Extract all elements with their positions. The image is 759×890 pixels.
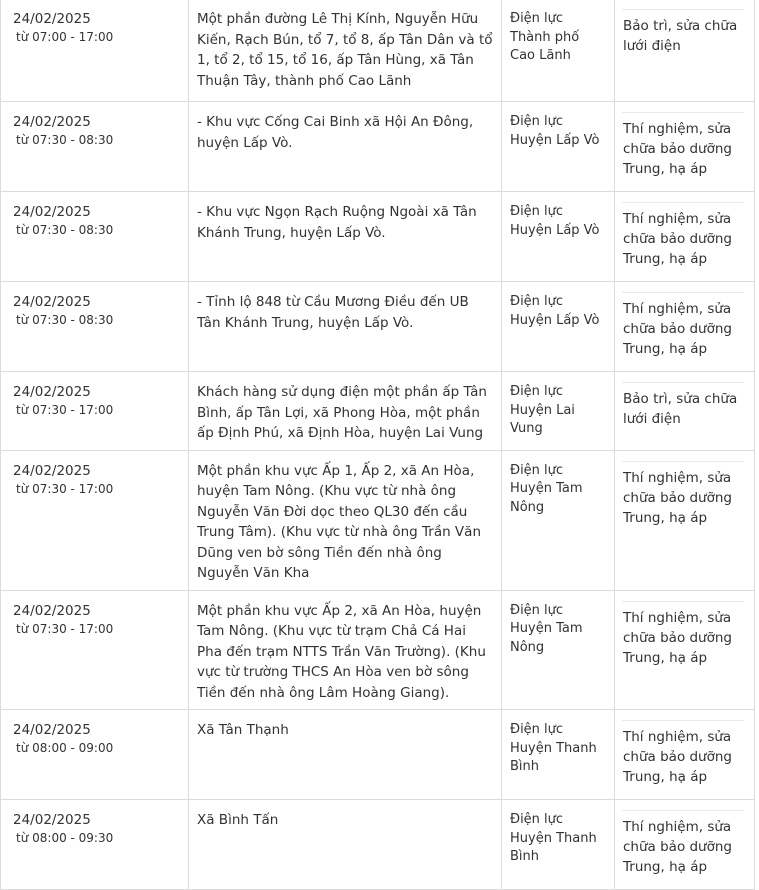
outage-area: Một phần khu vực Ấp 1, Ấp 2, xã An Hòa, huyện Tam Nông. (Khu vực từ nhà ông Nguyễn Văn Đời dọc theo QL30 đến cầu Trung Tâm). (Khu vực từ nhà ông Trần Văn Dũng ven bờ sông Tiền đến nhà ông Nguyễn Văn Kha bbox=[197, 462, 482, 581]
reason-cell bbox=[615, 800, 755, 890]
table-row bbox=[1, 710, 755, 800]
power-unit: Điện lực Huyện Lấp Vò bbox=[510, 294, 600, 328]
area-cell bbox=[189, 710, 502, 800]
outage-date: 24/02/2025 bbox=[13, 384, 91, 400]
power-unit: Điện lực Huyện Lấp Vò bbox=[510, 204, 600, 238]
outage-date: 24/02/2025 bbox=[13, 462, 91, 479]
outage-reason: Thí nghiệm, sửa chữa bảo dưỡng Trung, hạ áp bbox=[623, 301, 733, 357]
unit-cell bbox=[502, 800, 615, 890]
date-time-cell bbox=[1, 192, 189, 282]
area-cell bbox=[189, 590, 502, 710]
table-row bbox=[1, 800, 755, 890]
unit-cell bbox=[502, 372, 615, 451]
outage-date: 24/02/2025 bbox=[13, 722, 91, 738]
outage-date: 24/02/2025 bbox=[13, 602, 91, 619]
area-cell bbox=[189, 192, 502, 282]
area-cell bbox=[189, 372, 502, 451]
outage-reason: Bảo trì, sửa chữa lưới điện bbox=[623, 391, 738, 427]
reason-cell bbox=[615, 450, 755, 590]
table-row bbox=[1, 590, 755, 710]
outage-area: Khách hàng sử dụng điện một phần ấp Tân Bình, ấp Tân Lợi, xã Phong Hòa, một phần ấp Định Phú, xã Định Hòa, huyện Lai Vung bbox=[197, 384, 487, 441]
unit-cell bbox=[502, 710, 615, 800]
outage-reason: Thí nghiệm, sửa chữa bảo dưỡng Trung, hạ áp bbox=[623, 211, 733, 267]
outage-reason: Thí nghiệm, sửa chữa bảo dưỡng Trung, hạ áp bbox=[623, 469, 733, 526]
reason-cell bbox=[615, 0, 755, 102]
date-time-cell bbox=[1, 102, 189, 192]
table-row bbox=[1, 372, 755, 451]
date-time-cell bbox=[1, 450, 189, 590]
outage-time: từ 07:30 - 17:00 bbox=[16, 621, 114, 636]
unit-cell bbox=[502, 0, 615, 102]
outage-time: từ 07:30 - 08:30 bbox=[16, 133, 114, 147]
power-unit: Điện lực Huyện Tam Nông bbox=[510, 462, 583, 515]
outage-reason: Thí nghiệm, sửa chữa bảo dưỡng Trung, hạ áp bbox=[623, 819, 733, 875]
reason-cell bbox=[615, 372, 755, 451]
power-unit: Điện lực Thành phố Cao Lãnh bbox=[510, 11, 580, 63]
area-cell bbox=[189, 800, 502, 890]
reason-cell bbox=[615, 282, 755, 372]
table-row bbox=[1, 102, 755, 192]
date-time-cell bbox=[1, 710, 189, 800]
outage-time: từ 07:30 - 17:00 bbox=[16, 481, 114, 496]
outage-time: từ 08:00 - 09:30 bbox=[16, 831, 114, 845]
date-time-cell bbox=[1, 590, 189, 710]
outage-reason: Thí nghiệm, sửa chữa bảo dưỡng Trung, hạ áp bbox=[623, 121, 733, 177]
outage-time: từ 08:00 - 09:00 bbox=[16, 741, 114, 755]
outage-date: 24/02/2025 bbox=[13, 812, 91, 828]
area-cell bbox=[189, 0, 502, 102]
outage-area: - Khu vực Ngọn Rạch Ruộng Ngoài xã Tân Khánh Trung, huyện Lấp Vò. bbox=[197, 204, 477, 241]
outage-time: từ 07:00 - 17:00 bbox=[16, 30, 114, 44]
area-cell bbox=[189, 102, 502, 192]
power-unit: Điện lực Huyện Lai Vung bbox=[510, 384, 575, 436]
outage-area: Một phần đường Lê Thị Kính, Nguyễn Hữu Kiến, Rạch Bún, tổ 7, tổ 8, ấp Tân Dân và tổ 1, tổ 2, tổ 15, tổ 16, ấp Tân Hùng, xã Tân Thuận Tây, thành phố Cao Lãnh bbox=[197, 11, 493, 89]
table-row bbox=[1, 0, 755, 102]
power-unit: Điện lực Huyện Thanh Bình bbox=[510, 722, 597, 774]
reason-cell bbox=[615, 710, 755, 800]
table-row bbox=[1, 282, 755, 372]
outage-date: 24/02/2025 bbox=[13, 204, 91, 220]
outage-area: Xã Tân Thạnh bbox=[197, 722, 289, 738]
power-unit: Điện lực Huyện Thanh Bình bbox=[510, 812, 597, 864]
date-time-cell bbox=[1, 0, 189, 102]
outage-date: 24/02/2025 bbox=[13, 114, 91, 130]
date-time-cell bbox=[1, 372, 189, 451]
outage-time: từ 07:30 - 17:00 bbox=[16, 403, 114, 417]
area-cell bbox=[189, 450, 502, 590]
unit-cell bbox=[502, 192, 615, 282]
outage-area: Xã Bình Tấn bbox=[197, 812, 279, 828]
outage-reason: Thí nghiệm, sửa chữa bảo dưỡng Trung, hạ áp bbox=[623, 609, 733, 666]
outage-time: từ 07:30 - 08:30 bbox=[16, 313, 114, 327]
outage-date: 24/02/2025 bbox=[13, 294, 91, 310]
date-time-cell bbox=[1, 282, 189, 372]
outage-area: - Tỉnh lộ 848 từ Cầu Mương Điều đến UB Tân Khánh Trung, huyện Lấp Vò. bbox=[197, 294, 469, 331]
outage-reason: Thí nghiệm, sửa chữa bảo dưỡng Trung, hạ áp bbox=[623, 729, 733, 785]
unit-cell bbox=[502, 590, 615, 710]
area-cell bbox=[189, 282, 502, 372]
reason-cell bbox=[615, 192, 755, 282]
outage-area: - Khu vực Cống Cai Binh xã Hội An Đông, huyện Lấp Vò. bbox=[197, 114, 474, 151]
outage-date: 24/02/2025 bbox=[13, 11, 91, 27]
power-unit: Điện lực Huyện Tam Nông bbox=[510, 602, 583, 655]
unit-cell bbox=[502, 282, 615, 372]
table-row bbox=[1, 450, 755, 590]
outage-area: Một phần khu vực Ấp 2, xã An Hòa, huyện Tam Nông. (Khu vực từ trạm Chả Cá Hai Pha đến trạm NTTS Trần Văn Trường). (Khu vực từ trường THCS An Hòa ven bờ sông Tiền đến nhà ông Lâm Hoàng Giang). bbox=[197, 602, 486, 701]
outage-time: từ 07:30 - 08:30 bbox=[16, 223, 114, 237]
table-row bbox=[1, 192, 755, 282]
date-time-cell bbox=[1, 800, 189, 890]
power-unit: Điện lực Huyện Lấp Vò bbox=[510, 114, 600, 148]
reason-cell bbox=[615, 590, 755, 710]
unit-cell bbox=[502, 102, 615, 192]
unit-cell bbox=[502, 450, 615, 590]
outage-reason: Bảo trì, sửa chữa lưới điện bbox=[623, 18, 738, 54]
reason-cell bbox=[615, 102, 755, 192]
